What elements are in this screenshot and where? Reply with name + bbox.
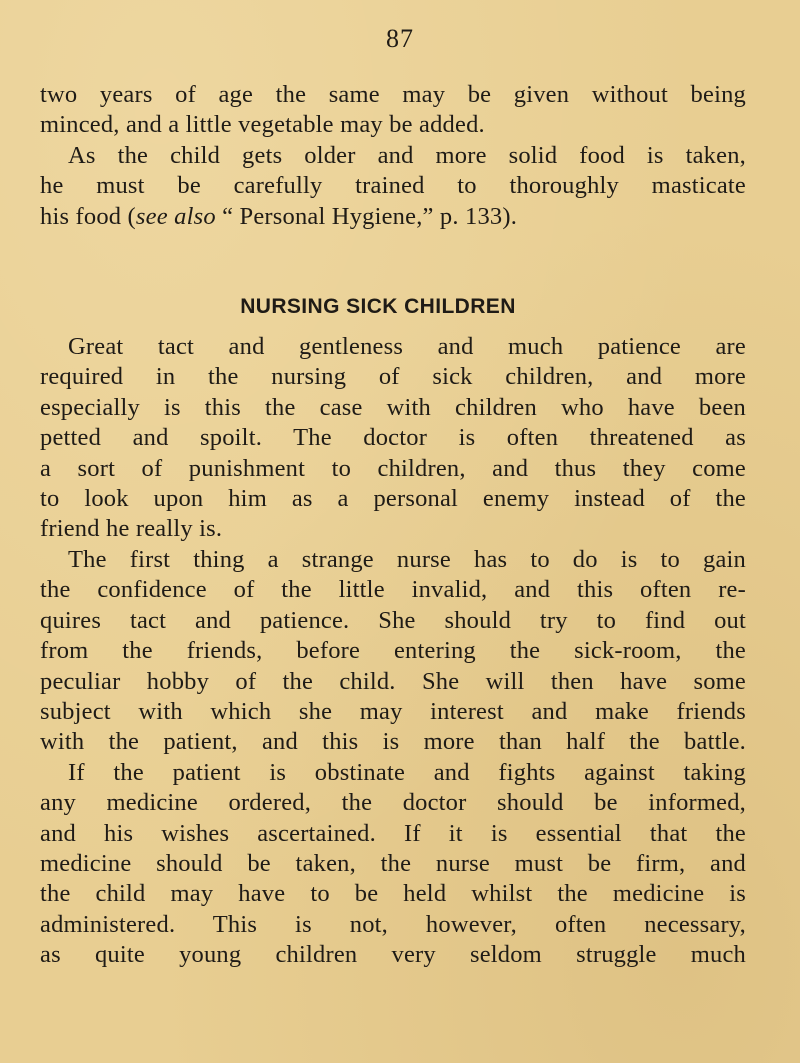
text-line: administered. This is not, however, often necessary, [40, 910, 746, 938]
text-line: If the patient is obstinate and fights against taking [68, 758, 746, 786]
italic-reference: see also [135, 202, 216, 230]
text-line: from the friends, before entering the sick-room, the [40, 637, 746, 665]
text-line: and his wishes ascertained. If it is essential that the [40, 819, 746, 847]
intro-paragraph [40, 141, 746, 232]
text-line: as quite young children very seldom struggle much [40, 941, 746, 969]
text-line: any medicine ordered, the doctor should be informed, [40, 789, 746, 817]
nursing-sick-children-section [40, 332, 746, 971]
intro-section [40, 80, 746, 232]
text-line: the confidence of the little invalid, and this often re- [40, 576, 746, 604]
text-line: friend he really is. [40, 515, 223, 543]
text-line: to look upon him as a personal enemy instead of the [40, 485, 746, 513]
body-paragraph [40, 545, 746, 758]
text-line: a sort of punishment to children, and thus they come [40, 454, 746, 482]
text-line: especially is this the case with children who have been [40, 393, 746, 421]
text-line: The first thing a strange nurse has to do is to gain [68, 545, 746, 573]
text-line: Great tact and gentleness and much patience are [68, 333, 746, 361]
text-line: medicine should be taken, the nurse must be firm, and [40, 849, 746, 877]
text-line: with the patient, and this is more than half the battle. [40, 728, 746, 756]
page-number: 87 [386, 24, 414, 53]
section-heading: NURSING SICK CHILDREN [240, 295, 516, 319]
intro-paragraph [40, 80, 746, 141]
text-line: he must be carefully trained to thoroughly masticate [40, 172, 746, 200]
text-line: quires tact and patience. She should try to find out [40, 606, 746, 634]
text-line: petted and spoilt. The doctor is often threatened as [40, 424, 746, 452]
text-line: As the child gets older and more solid food is taken, [68, 141, 746, 169]
body-paragraph [40, 758, 746, 971]
body-paragraph [40, 332, 746, 545]
text-line: peculiar hobby of the child. She will then have some [40, 667, 746, 695]
text-line: subject with which she may interest and make friends [40, 697, 746, 725]
text-line: two years of age the same may be given without being [40, 81, 746, 108]
text-line: minced, and a little vegetable may be added. [40, 111, 485, 139]
text-span: his food ( [40, 202, 136, 230]
text-span: “ Personal Hygiene,” p. 133). [215, 202, 518, 230]
text-line [40, 202, 746, 232]
text-line: the child may have to be held whilst the medicine is [40, 880, 746, 908]
text-line: required in the nursing of sick children, and more [40, 363, 746, 391]
page-content [40, 80, 746, 971]
